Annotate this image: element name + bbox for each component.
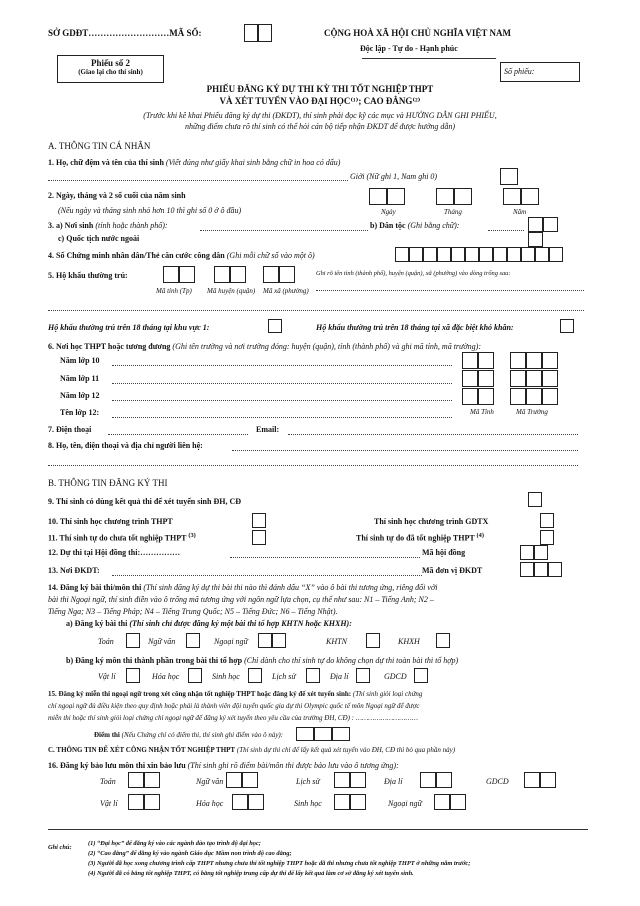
hk-area1-box[interactable] <box>268 319 282 333</box>
commune-code-box-1[interactable] <box>263 266 279 283</box>
subject-biology-box[interactable] <box>248 668 262 683</box>
district-code-box-2[interactable] <box>230 266 246 283</box>
q4-note: (Ghi mỗi chữ số vào một ô) <box>226 251 315 260</box>
id-digit-box-9[interactable] <box>507 247 521 262</box>
subject-literature-box[interactable] <box>186 633 200 648</box>
reserve-geography-box-2[interactable] <box>436 772 452 788</box>
district-code-box-1[interactable] <box>214 266 230 283</box>
grade11-field[interactable] <box>112 383 452 384</box>
subject-chemistry-box[interactable] <box>188 668 202 683</box>
id-digit-box-2[interactable] <box>409 247 423 262</box>
subject-literature-label: Ngữ văn <box>148 637 176 646</box>
month-label: Tháng <box>444 208 462 216</box>
reserve-chemistry-label: Hóa học <box>196 799 224 808</box>
id-digit-box-1[interactable] <box>395 247 409 262</box>
reserve-geography-label: Địa lí <box>384 777 403 786</box>
so-phieu-box[interactable] <box>500 62 580 82</box>
q15-score-box-1[interactable] <box>296 727 314 741</box>
q15-note-3: miễn thi hoặc thí sinh giỏi loại chứng chỉ ngoại ngữ để đăng ký xét tuyển theo yêu cầu của trường ĐH, CĐ) : ………………………… <box>48 714 419 722</box>
registration-place-field[interactable] <box>112 575 422 576</box>
g10-province-box-1[interactable] <box>462 352 478 369</box>
grade12-field[interactable] <box>112 400 452 401</box>
g11-province-box-1[interactable] <box>462 370 478 387</box>
id-digit-box-8[interactable] <box>493 247 507 262</box>
contact-field-2[interactable] <box>48 465 578 466</box>
q8-label: 8. Họ, tên, điện thoại và địa chỉ người liên hệ: <box>48 441 203 450</box>
g12-school-box-3[interactable] <box>542 388 558 405</box>
q15-note-1: (Thí sinh giỏi loại chứng <box>352 690 423 698</box>
day-label: Ngày <box>381 208 396 216</box>
commune-code-box-2[interactable] <box>279 266 295 283</box>
province-code-caption: Mã Tỉnh <box>470 408 494 416</box>
reserve-civics-label: GDCD <box>486 777 509 786</box>
q4-label: 4. Số Chứng minh nhân dân/Thẻ căn cước công dân <box>48 251 225 260</box>
reserve-history-label: Lịch sử <box>296 777 320 786</box>
ma-so-box-2[interactable] <box>258 24 272 42</box>
country-name: CỘNG HOÀ XÃ HỘI CHỦ NGHĨA VIỆT NAM <box>324 28 511 38</box>
reserve-civics-box-1[interactable] <box>524 772 540 788</box>
ma-so-box-1[interactable] <box>244 24 258 42</box>
council-code-label: Mã hội đồng <box>422 548 466 557</box>
council-code-box-2[interactable] <box>534 545 548 560</box>
reserve-physics-box-1[interactable] <box>128 794 144 810</box>
province-code-box-2[interactable] <box>179 266 195 283</box>
subject-math-box[interactable] <box>126 633 140 648</box>
id-digit-box-7[interactable] <box>479 247 493 262</box>
reserve-math-box-1[interactable] <box>128 772 144 788</box>
g10-school-box-3[interactable] <box>542 352 558 369</box>
subject-khxh-label: KHXH <box>398 637 420 646</box>
intro-line-2: những điểm chưa rõ thí sinh có thể hỏi cán bộ tiếp nhận ĐKDT để được hướng dẫn) <box>184 122 456 131</box>
subject-biology-label: Sinh học <box>212 672 240 681</box>
q15-label: 15. Đăng ký miễn thi ngoại ngữ trong xét công nhận tốt nghiệp THPT hoặc đăng ký để xét tuyển sinh: <box>48 690 352 698</box>
q2-note: (Nếu ngày và tháng sinh nhỏ hơn 10 thì ghi số 0 ở ô đầu) <box>58 206 242 215</box>
subject-history-label: Lịch sử <box>272 672 296 681</box>
footnote-4: (4) Người đã có bằng tốt nghiệp THPT, có bằng tốt nghiệp trung cấp dự thi để lấy kết quả làm cơ sở đăng ký xét tuyển sinh. <box>88 870 414 877</box>
grade12-label: Năm lớp 12 <box>60 391 100 400</box>
q15-score-box-2[interactable] <box>314 727 332 741</box>
subject-khtn-box[interactable] <box>366 633 380 648</box>
id-digit-box-6[interactable] <box>465 247 479 262</box>
hk-area1-label: Hộ khẩu thường trú trên 18 tháng tại khu vực 1: <box>48 323 210 332</box>
address-field-2[interactable] <box>48 310 584 311</box>
reserve-chemistry-box-1[interactable] <box>232 794 248 810</box>
school-code-caption: Mã Trường <box>516 408 548 416</box>
intro-line-1: (Trước khi kê khai Phiếu đăng ký dự thi (ĐKDT), thí sinh phải đọc kỹ các mục và HƯỚNG DẪN GHI PHIẾU, <box>143 111 497 120</box>
form-note: (Giao lại cho thí sinh) <box>78 68 143 76</box>
g10-school-box-2[interactable] <box>526 352 542 369</box>
q15-score-note: (Nếu Chứng chỉ có điểm thi, thí sinh ghi điểm vào ô này): <box>121 731 284 739</box>
subject-civics-box[interactable] <box>414 668 428 683</box>
q2-label: 2. Ngày, tháng và 2 số cuối của năm sinh <box>48 191 186 200</box>
so-gddt-label: SỞ GDĐT………………………MÃ SỐ: <box>48 28 202 38</box>
unit-code-box-1[interactable] <box>520 562 534 577</box>
form-title-2: VÀ XÉT TUYỂN VÀO ĐẠI HỌC⁽¹⁾; CAO ĐẲNG⁽²⁾ <box>219 96 421 106</box>
reserve-physics-box-2[interactable] <box>144 794 160 810</box>
subject-math-label: Toán <box>98 637 114 646</box>
g11-province-box-2[interactable] <box>478 370 494 387</box>
q14b-note: (Chỉ dành cho thí sinh tự do không chọn dự thi toàn bài thi tổ hợp) <box>244 656 459 665</box>
footnote-label: Ghi chú: <box>48 844 72 851</box>
q9-box[interactable] <box>528 492 542 507</box>
q10b-box[interactable] <box>540 513 554 528</box>
q16-label: 16. Đăng ký bảo lưu môn thi xin bảo lưu <box>48 761 186 770</box>
q14b-label: b) Đăng ký môn thi thành phần trong bài thi tổ hợp <box>66 656 243 665</box>
q5-note: Ghi rõ tên tỉnh (thành phố), huyện (quận), xã (phường) vào dòng trống sau: <box>316 270 511 277</box>
q1-label: 1. Họ, chữ đệm và tên của thí sinh <box>48 158 164 167</box>
address-field-1[interactable] <box>316 290 584 291</box>
q10-label: 10. Thí sinh học chương trình THPT <box>48 517 173 526</box>
q14-note-3: Tiếng Nga; N3 – Tiếng Pháp; N4 – Tiếng Trung Quốc; N5 – Tiếng Đức; N6 – Tiếng Nhật). <box>48 607 338 616</box>
national-motto: Độc lập - Tự do - Hạnh phúc <box>360 44 458 53</box>
q11-footnote-ref: (3) <box>188 532 196 539</box>
gender-box[interactable] <box>500 168 518 185</box>
council-code-box-1[interactable] <box>520 545 534 560</box>
reserve-history-box-1[interactable] <box>334 772 350 788</box>
q16-note: (Thí sinh ghi rõ điểm bài/môn thi được bảo lưu vào ô tương ứng): <box>187 761 399 770</box>
reserve-civics-box-2[interactable] <box>540 772 556 788</box>
g12-province-box-1[interactable] <box>462 388 478 405</box>
section-c-note: (Thí sinh dự thi chỉ để lấy kết quả xét tuyển vào ĐH, CĐ thì bỏ qua phần này) <box>236 746 456 754</box>
province-code-label: Mã tỉnh (Tp) <box>156 287 192 295</box>
ethnicity-box-2[interactable] <box>543 217 558 232</box>
q15-score-label: Điểm thi <box>94 731 120 739</box>
q3b-note: (Ghi bằng chữ): <box>407 221 460 230</box>
g12-school-box-1[interactable] <box>510 388 526 405</box>
form-number: Phiếu số 2 <box>90 58 130 68</box>
q14-note-2: bài thi Ngoại ngữ, thí sinh điền vào ô trống mã tương ứng với ngôn ngữ lựa chọn, cụ thể như sau: N1 – Tiếng Anh; N2 – <box>48 595 434 604</box>
q15-note-2: chỉ ngoại ngữ đủ điều kiện theo quy định hoặc phải là thành viên đội tuyển quốc gia dự thi Olympic quốc tế môn Ngoại ngữ để được <box>48 702 420 710</box>
contact-field-1[interactable] <box>232 450 578 451</box>
id-digit-box-4[interactable] <box>437 247 451 262</box>
grade10-label: Năm lớp 10 <box>60 356 100 365</box>
hk-hard-box[interactable] <box>560 319 574 333</box>
g11-school-box-3[interactable] <box>542 370 558 387</box>
q5-label: 5. Hộ khẩu thường trú: <box>48 271 128 280</box>
q13-label: 13. Nơi ĐKDT: <box>48 566 100 575</box>
grade11-label: Năm lớp 11 <box>60 374 100 383</box>
section-c-heading: C. THÔNG TIN ĐỂ XÉT CÔNG NHẬN TỐT NGHIỆP THPT <box>48 746 236 754</box>
q11-box[interactable] <box>252 530 266 545</box>
q6-label: 6. Nơi học THPT hoặc tương đương <box>48 342 171 351</box>
class12-field[interactable] <box>112 417 452 418</box>
gender-label: Giới (Nữ ghi 1, Nam ghi 0) <box>350 172 438 181</box>
reserve-geography-box-1[interactable] <box>420 772 436 788</box>
hk-hard-label: Hộ khẩu thường trú trên 18 tháng tại xã đặc biệt khó khăn: <box>316 323 514 332</box>
q11b-footnote-ref: (4) <box>476 532 484 539</box>
reserve-math-label: Toán <box>100 777 116 786</box>
q11b-box[interactable] <box>540 530 554 545</box>
footnote-2: (2) “Cao đẳng” để đăng ký vào ngành Giáo dục Mầm non trình độ cao đẳng; <box>88 850 292 857</box>
reserve-literature-box-1[interactable] <box>226 772 242 788</box>
district-code-label: Mã huyện (quận) <box>207 287 256 295</box>
year-box-2[interactable] <box>521 188 539 205</box>
q3a-note: (tỉnh hoặc thành phố): <box>95 221 168 230</box>
year-box-1[interactable] <box>503 188 521 205</box>
full-name-field[interactable] <box>48 180 348 181</box>
reserve-chemistry-box-2[interactable] <box>248 794 264 810</box>
g10-school-box-1[interactable] <box>510 352 526 369</box>
unit-code-box-2[interactable] <box>534 562 548 577</box>
month-box-1[interactable] <box>436 188 454 205</box>
q9-label: 9. Thí sinh có dùng kết quả thi để xét tuyển sinh ĐH, CĐ <box>48 497 242 506</box>
reserve-biology-label: Sinh học <box>294 799 322 808</box>
reserve-literature-box-2[interactable] <box>242 772 258 788</box>
reserve-foreign-box-1[interactable] <box>434 794 450 810</box>
reserve-foreign-box-2[interactable] <box>450 794 466 810</box>
day-box-2[interactable] <box>387 188 405 205</box>
q1-note: (Viết đúng như giấy khai sinh bằng chữ in hoa có dấu) <box>165 158 341 167</box>
unit-code-box-3[interactable] <box>548 562 562 577</box>
q11-label: 11. Thí sinh tự do chưa tốt nghiệp THPT <box>48 533 187 543</box>
subject-geography-label: Địa lí <box>330 672 349 681</box>
so-phieu-label: Số phiếu: <box>504 67 535 76</box>
subject-chemistry-label: Hóa học <box>152 672 180 681</box>
g12-school-box-2[interactable] <box>526 388 542 405</box>
q3b-label: b) Dân tộc <box>370 221 406 230</box>
subject-foreign-box-2[interactable] <box>272 633 286 648</box>
g12-province-box-2[interactable] <box>478 388 494 405</box>
reserve-biology-box-1[interactable] <box>334 794 350 810</box>
reserve-literature-label: Ngữ văn <box>196 777 224 786</box>
ethnicity-box-1[interactable] <box>528 217 543 232</box>
day-box-1[interactable] <box>369 188 387 205</box>
phone-field[interactable] <box>108 434 248 435</box>
subject-geography-box[interactable] <box>356 668 370 683</box>
id-digit-box-10[interactable] <box>521 247 535 262</box>
subject-civics-label: GDCD <box>384 672 407 681</box>
month-box-2[interactable] <box>454 188 472 205</box>
subject-khtn-label: KHTN <box>326 637 347 646</box>
subject-foreign-box-1[interactable] <box>258 633 272 648</box>
q10b-label: Thí sinh học chương trình GDTX <box>374 517 489 526</box>
province-code-box-1[interactable] <box>163 266 179 283</box>
g11-school-box-1[interactable] <box>510 370 526 387</box>
reserve-physics-label: Vật lí <box>100 799 118 808</box>
birthplace-field[interactable] <box>200 230 368 231</box>
year-label: Năm <box>513 208 527 216</box>
reserve-foreign-label: Ngoại ngữ <box>388 799 422 808</box>
subject-foreign-label: Ngoại ngữ <box>214 637 248 646</box>
q14-label: 14. Đăng ký bài thi/môn thi <box>48 583 142 592</box>
form-number-box <box>57 55 164 83</box>
g11-school-box-2[interactable] <box>526 370 542 387</box>
nationality-box[interactable] <box>528 232 543 247</box>
unit-code-label: Mã đơn vị ĐKDT <box>422 566 483 575</box>
q14-note-1: (Thí sinh đăng ký dự thi bài thi nào thì đánh dấu “X” vào ô bài thi tương ứng, riêng đối với <box>143 583 438 592</box>
subject-history-box[interactable] <box>306 668 320 683</box>
q12-dots: …………… <box>140 548 181 557</box>
email-field[interactable] <box>288 434 578 435</box>
q15-score-box-3[interactable] <box>332 727 350 741</box>
section-a-heading: A. THÔNG TIN CÁ NHÂN <box>48 141 151 151</box>
q10-box[interactable] <box>252 513 266 528</box>
id-digit-box-12[interactable] <box>549 247 563 262</box>
q14a-label: a) Đăng ký bài thi <box>66 619 128 628</box>
q6-note: (Ghi tên trường và nơi trường đóng: huyện (quận), tỉnh (thành phố) và ghi mã tỉnh, mã trường): <box>172 342 481 351</box>
q12-label: 12. Dự thi tại Hội đồng thi: <box>48 548 141 557</box>
subject-physics-label: Vật lí <box>98 672 116 681</box>
id-digit-box-11[interactable] <box>535 247 549 262</box>
ethnicity-field[interactable] <box>488 230 524 231</box>
q3a-label: 3. a) Nơi sinh <box>48 221 94 230</box>
id-digit-box-5[interactable] <box>451 247 465 262</box>
grade10-field[interactable] <box>112 365 452 366</box>
section-b-heading: B. THÔNG TIN ĐĂNG KÝ THI <box>48 478 168 488</box>
exam-council-field[interactable] <box>230 557 420 558</box>
q3c-label: c) Quốc tịch nước ngoài <box>58 234 140 243</box>
subject-physics-box[interactable] <box>126 668 140 683</box>
q11b-label: Thí sinh tự do đã tốt nghiệp THPT <box>356 533 475 543</box>
q14a-note: (Thí sinh chỉ được đăng ký một bài thi tổ hợp KHTN hoặc KHXH): <box>129 619 352 628</box>
q7-label: 7. Điện thoại <box>48 425 92 434</box>
reserve-math-box-2[interactable] <box>144 772 160 788</box>
footnote-3: (3) Người đã học xong chương trình cấp THPT nhưng chưa thi tốt nghiệp THPT hoặc đã thi nhưng chưa tốt nghiệp THPT ở những năm trước; <box>88 860 471 867</box>
reserve-biology-box-2[interactable] <box>350 794 366 810</box>
commune-code-label: Mã xã (phường) <box>263 287 309 295</box>
footnote-1: (1) “Đại học” để đăng ký vào các ngành đào tạo trình độ đại học; <box>88 840 261 847</box>
id-digit-box-3[interactable] <box>423 247 437 262</box>
form-title-1: PHIẾU ĐĂNG KÝ DỰ THI KỲ THI TỐT NGHIỆP THPT <box>206 84 434 94</box>
subject-khxh-box[interactable] <box>436 633 450 648</box>
email-label: Email: <box>256 425 280 434</box>
class12-label: Tên lớp 12: <box>60 408 100 417</box>
g10-province-box-2[interactable] <box>478 352 494 369</box>
reserve-history-box-2[interactable] <box>350 772 366 788</box>
